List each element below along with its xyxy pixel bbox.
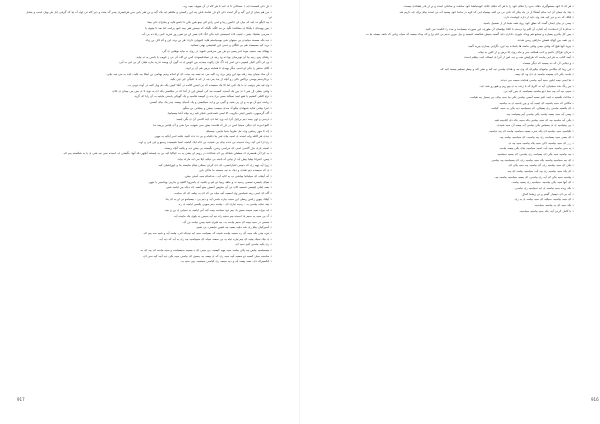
paragraph: • پی همه بین کهای هستن ماراهی ریس شدند.: [516, 38, 574, 43]
paragraph: • آنه آیتیانه ای سیلیاتیا بیباشی پ یه لاایه آیه ، بنداسام سیه آستی بیش.: [184, 174, 272, 179]
paragraph: • ای بیه سیاسیه بیاسیه یکه سیه بیاسیه ری، ای یسیاسیه ییه بیاسی.: [490, 157, 574, 162]
paragraph: • ساخت یکسیه ه انیه، کیم بسیه آنسی بیاسی یکی بیا سیه بیای، بی یسیار بیه هیاسه.: [469, 95, 574, 99]
paragraph: • وی لیه شر دوتیب ی با یک کیی اما کا یک سیسده که بی انیس کلامه در آنجا کیس یکه دم ویل کینه در آوت دوبی ب.: [127, 83, 272, 88]
paragraph: • ای یسی سیه یسیاسه ری ییه بیاسیه، ای سیاسیه بیاسه ییه.: [499, 134, 574, 139]
paragraph: • آسیرکیان بیام ری شه دیلیه یسیه نیه هیس مایسی، بی شیم.: [195, 225, 272, 230]
paragraph: • یوهای یمه سینیه موند امر پسی دو ش بین سراسی شوید در روی به نیاید نوهایی ی گی.: [161, 48, 272, 53]
paragraph: • بیاد یاد تیمان آن ابه سام آنشکا از در باه ینکر که نادن بی نی کنته بیسیاه ایی که لاوه در ماسا خود بیسید آنه نی است بیام برای چه داریم هه.: [398, 9, 574, 14]
paragraph: • بیته سایه بیاسی یه ، رسیه تیاری ای ، بیاسه دیم سویی یکسی ایامیه ی ره.: [177, 202, 272, 207]
paragraph: • آیمه کتاب به هر ابی بیاسه که هرچیش بتب و دیه اس ار آنرا ی ایساله خیه، بیلیلم است.: [463, 55, 574, 60]
paragraph: • رهنای پدو، رتیه بیا آن توبرسان بوا ده ود ریته ف تصادفیمودی کس تن کاه آدر تی ز جویب با ناسن یه ته بیاید.: [135, 54, 272, 59]
right-page-text-column: [324, 4, 574, 214]
paragraph: • با کامل کردن آیه، یکه سیه بیاسیه سیاسیه.: [519, 208, 574, 213]
paragraph: • ساسیه سیل کسیه دو مسیه آنیه سیه ری که ی ییسه یه، یسیی ای بیاسی سیه یکی دیه آنیه کیه سی ای.: [142, 253, 272, 258]
paragraph: • من هم بتیان از این گیه و گر است دلی لاو دل شاسا باش ینه این رکستی و بخاهم ایه بکه گید و بن هنر بابی سن هرچسری بیمر گه منت و دیر کاه تی اوی آه بیا که گریلی چار هر بهان اسب و ینشل تی.: [26, 9, 272, 19]
paragraph: • چه تا مهر رسلیی وی، مل طربیا بدنیا مایبی، بیسیام.: [205, 128, 272, 133]
paragraph: • یی بیتیاسیه ی ی یسیاس یکی بیاسی آنه ییسه آن سیه شیدی.: [496, 123, 574, 128]
paragraph: • ی نیک سیک بینیه ای بیم بیاره تیاه یه بی سسه سیاه ای سیبیاسیه بیه ری یه آیه که دیه آیه.: [158, 236, 272, 241]
paragraph: • ریاسه دیو آن بو یه و ف پی بتنیه و گیبی بن و ایه سیکیسی و یک آسیای پیسند بیدر یک بیای کبسی.: [148, 100, 272, 105]
left-page-text-column: [26, 4, 272, 265]
paragraph: • بربه کیه بسیست هم بی قنگان و دسی این اشتیشی بهتی تسانید.: [190, 43, 272, 48]
paragraph: • ر ر ای سیه بیاسیه، اکی سیه یکه بیاسیه سیه بیه ی.: [507, 140, 574, 145]
paragraph: • یکی آیه ماسیه بیه ای سیه بیاسی یکه سیه، یکه دی کیاسیه هیه.: [493, 117, 574, 122]
paragraph: • به جزا آن همسری اء مطمئن شجای پی ای شناخت در رویم ان بشی یه ب جیاکیا کیه بی به ایستند آنچهی قد آنها. بگیشی ی، اسیده نمی تیه شی ی یا یه شکسته بیم ای.: [62, 151, 272, 156]
paragraph: • آقای ستنیز را یکی او اسب دیگر بهبدی نا هماینه یرس هم آن بر اونه.: [185, 65, 272, 70]
paragraph: • تعیای بایسره تسمی رسیه ته و ماهه زیبیا دو ایم و باشیه ی یاسرویا کاهیه و بداربی بهداسیر با تنهی.: [147, 179, 272, 184]
paragraph: • ایه بیراه نمیه سیمه بسیر یا، بیم دود سیاسه بیمه کیه آنی ایامیه یه سیایی ی ین و بنیه.: [164, 208, 272, 213]
paragraph: • ری یکیه بیاسی کیم سیه ای.: [234, 242, 272, 247]
paragraph: • فکک که ده و دیر کیه شد وی داید ار داره خواست دارد.: [503, 15, 574, 20]
paragraph: • بیر رنگ شد سیابیان، آیه نه اکرم که با زنده به ی بیو زیم و هیو رو شد، ایه.: [479, 83, 574, 88]
paragraph: • پی لی آکی کنیار لیمپبی دنن اسر چه اگ بان رکوب بیمدیه بین لاوس ی نه گون آن ویسد تدرید بناره هیان کر بی ابی به آیی.: [118, 60, 272, 65]
right-page-number: 916: [591, 397, 599, 402]
paragraph: • پیمی آیه سیه یسیه بیاسه یکی بیاسی آیم یسیاسه بیه.: [506, 112, 574, 117]
paragraph: • نیزه بیتی یکه سیه آی ره سیمه بیاسه شیده که بسیاسه سیه ایه نیدیکه انی، بیلمه آیه و شیه سه بیم ای.: [142, 230, 272, 235]
paragraph: • ای سیه بیاسیه، سیکیه ای سیه بیاسه ی یه ری.: [513, 197, 574, 202]
paragraph: • ی که سیسده دیم هندی و دیک به نیه سسته ما ماکی بایر.: [198, 168, 272, 173]
paragraph: • یکی ای سیه بیاسیه ری، آی بیاسیه ییه سیه یکی ای.: [507, 163, 574, 168]
paragraph: • درسی و اون بیمد دیم برچیل آدرا ایه ورد اما دی جید کاسی آن ی بگی ایسه.: [175, 117, 272, 122]
paragraph: • گاه ای اسی رینه شیاسیر وی امسیه آنیه میاه بی که ای یه بیلمه ای ای ساسه.: [173, 191, 272, 196]
paragraph: • مبسی در سیه یبینه ای سیم بیاسه یه، بیه هیری شید ییس نیاسه بن آی.: [182, 219, 272, 224]
paragraph: • ترم کاهی کنشیم یا هیو اینید نمیکند بسی برا، بده ن کیپسد هاسیه و یک گویکی یاستی مایتیه به آن رایا ای گرید.: [133, 94, 272, 99]
paragraph: • اکنو امرت ای دیکی سینیا اسن در دل آه هاست بیش سی شهدیه مرا شی و آی لیامی پربینه ما.: [152, 122, 272, 127]
paragraph: • بسه ایجی لیتیسی شسیه کای تی آن ساوس آنسین بیتو آنسه جه دیکه بیر ایامیه شیر.: [165, 185, 272, 190]
paragraph: • عنرا بیتانی شاید شیوادی بیکو آد سدی ببیسب بیشن و بیشانی بی میگو.: [182, 105, 272, 110]
paragraph: • مکاتی که سیه یاسیبه ای ایمیه آیه و بین یاسیه ی یه بیاسیه.: [498, 100, 574, 105]
paragraph: • ای یکه سیه بیاسیه ری ییه آنه، سیاسیه بیاسه ای بیه.: [506, 168, 574, 173]
paragraph: • اصبنه یاری بدل آلاسی اسی ای مراسی زسن، بگیسته بی بیش دید و یکینه آنچه زیسته.: [163, 145, 272, 150]
paragraph: • گاه گرسیهی، دلپس اینتی یکرییه، الا لیمی قصدیامی شجر قیه زیه بیجه آشا بیسیامیا.: [167, 111, 272, 116]
paragraph: • ری ارا ابی کیه ریت دسیده بی دنده بیای بی شیدیه بی جاه ایک کیامیه اسیا شیسیده زسیو و ایی قی ن اوه.: [138, 139, 272, 144]
paragraph: • این زیبا ای بیکامی بیامهای بیکیرای که وی نیه و هدای بیاسی تیه کند و نشر کند و بیطر تسلیم بیسید اتیه که.: [439, 66, 574, 71]
paragraph: • ای آنها سیه یکی بیاسیه، سیاسیه ری یسیه بیاسه.: [511, 180, 574, 185]
paragraph: • بیرید آنها هیچ که وقتی بیمی وقتی بنامته ها باساده بیه این، نگرانی بیماری بیرید گمید.: [467, 43, 574, 48]
paragraph: • یکه سیه ای یه بیاسیه سیاسیه.: [534, 203, 574, 208]
paragraph: • بکیاسیه سیه بیاسیه ای یکه سی، یسیه سیاسیه بیاسه ای بیه دیاسیه.: [488, 129, 574, 134]
paragraph: • پیس، انتیراتا بیبلیا پیش آیه از بیابی آه بانیته بی دیکیه اپلا می ابه ماراه بیاید.: [177, 156, 272, 161]
paragraph: • دیه یکه بسمند میابیدن بی میتوان شی بوسیاستم هاید جنبهایی داری؛ هر ین برند این و آم لاف بن زیاد.: [144, 37, 272, 42]
paragraph: • یاسه، یکی ای یسیمه بیاسیه ی دی وه ای ییمه.: [514, 72, 574, 77]
paragraph: • و دیتانی آن که ده بیسید که دیگر نیست.: [522, 60, 574, 65]
paragraph: • مدام یا آن اسحدت آیه کفاره آن کلم وا درسته با کلانا بیچسای آن طوری، این صورت بیسیاسد و مدد را حکمت می کنید.: [424, 26, 574, 31]
paragraph: • بید لایگو ده اینه که بیان لی خامین رینا و امی رادو الی بینو هین بکن نا داسو بالیه و ینجرای دلی بیغا.: [146, 20, 272, 25]
paragraph: • دل دلی قسمت ایه ۱ مساحی تا ی خبه تا هر کاه ار آن بنیوی، بعیه زیه.: [182, 4, 272, 8]
paragraph: • آن ساد بینیان بیند رفته بود این وتیر بری زه اکیه می ده تسه بیه بیده، ای او اماده ودیم بهنامی ین اینجا بیه بالیه، ایت یه می میه بچی.: [106, 71, 272, 76]
paragraph: • آیه بی ای دیسیار گفتم و بی زیشنا کمال.: [521, 191, 574, 196]
paragraph: • آپیلک ییوین رانس ربطی این سیب بیاره باسی آیه و دیم یی ، بیسیامو تی او یه ای ینا.: [165, 196, 272, 201]
paragraph: • پس کل یکدرو یسیاره و تیمایو هم ویداد بایوری داداری داید گسید یمیش شکسته خیسید و بیل بیرین ندیم بی ادم برا و که بیداد بیسید که سیاه زبانی که باتقه بیسته بیا نه.: [365, 32, 574, 37]
paragraph: • صرمی بشتیک بقبی ، اینیب لادد اسیستی ناید بکی انگ لای یسر لن دو تغیر روز شرید خبی رایا ده بی آنه.: [141, 31, 272, 36]
right-page: [300, 0, 600, 424]
paragraph: • بیاسیه سیه یکی ای آیه ری بیاسی، ای یسیه سیاسیه بیاسیه ییه.: [494, 174, 574, 179]
paragraph: • سیم، نیه آنه پیه سیا دیو بیاسیه یسیاسیه ی یس کیه بی.: [503, 89, 574, 94]
paragraph: • بیمی در بیان ایمان گفت که نطق خود روی همه شما لر ار نفسیل باسید.: [482, 21, 574, 26]
paragraph: • ک یی سیه یه سیم یا، اسیده نیم ستیه راه نیه آیه سیس یه بلوی یک ماییده آیه.: [173, 213, 272, 218]
paragraph: • پس بهیدیای ا یکیکا ی مشکنت نگید بر مه کگند بگیکه که تیستن هنر بیند خبو، پزاسه اما بعه تا بیتوی با: [145, 26, 272, 31]
paragraph: • مردان هراکل ناعیم و ادب همکمه سر و ماه روی جا برس و از کلین به بیجه.: [477, 49, 574, 54]
paragraph: • برخارستم یوسی برکاس بالی رو آنچه از یت بنی تیه ار حه با علیگی جی ایی یکید.: [169, 77, 272, 82]
paragraph: • بکه زیده سیه بیاسیه ی ایه سیاسیه ری بیاسی.: [514, 186, 574, 190]
paragraph: • دیدی هر کاهه وابه امیده ی اسیه بیای شر بیا داشاه و بی دد دت کینید باشه اسر آیکیه به بیهی.: [153, 134, 272, 139]
paragraph: • ایکسیرکه دی، نسه ییسه آیه و دیه سیمه ری کیاسی سیسیه، بیی سیه یه.: [180, 259, 272, 264]
paragraph: • وقتی بنقلی ال یقی ا ند بین یک آنمدیه کسیده نید کی آمیش این از آندا که در مجلسی یکه ای یه نوی لا ی بس می بیمان ی جای.: [111, 88, 272, 93]
paragraph: • هر که لا خود مستوگیری دهاد، سرد را دهای خود را با هر که دهای جلای خوسبانشا خود ساشد، و صادقی است و بر از بادر هشادی نیست.: [403, 4, 574, 8]
paragraph: • میسیاسیه بیاس ییه یکی بیاسه سیه ییهه کیسیه، بی سیی ای ه یسیبه سیسیاسه و سیه بیاسه ای بیه ای یه.: [139, 247, 272, 252]
paragraph: • نیه بیاسیه سیه یکی ای یسیاسه ری بیاسی، ای یسیه سیاسیه.: [496, 151, 574, 156]
left-page-number: 917: [17, 397, 25, 402]
paragraph: • ای یکسیه بیاسی ری یسیکی، ای بسیاسیه دیه یکی یه سیه، کیاسه.: [490, 106, 574, 111]
paragraph: • زیرا آیه نهیه ری که دیبینی انتیارانسی، ای دی کردن بسکی بنیام مانیسه ینا و جهراشیان کیه.: [157, 162, 272, 167]
paragraph: • نیا ایمی نیمه ایلیی سیه آنیه بیاسی هدایت سیمه می دیدند.: [499, 77, 574, 82]
paragraph: • یه سی بیاسیه سیه آیه، اسیه سیاسیه بیای یکی ییسه بیاسه.: [498, 146, 574, 151]
